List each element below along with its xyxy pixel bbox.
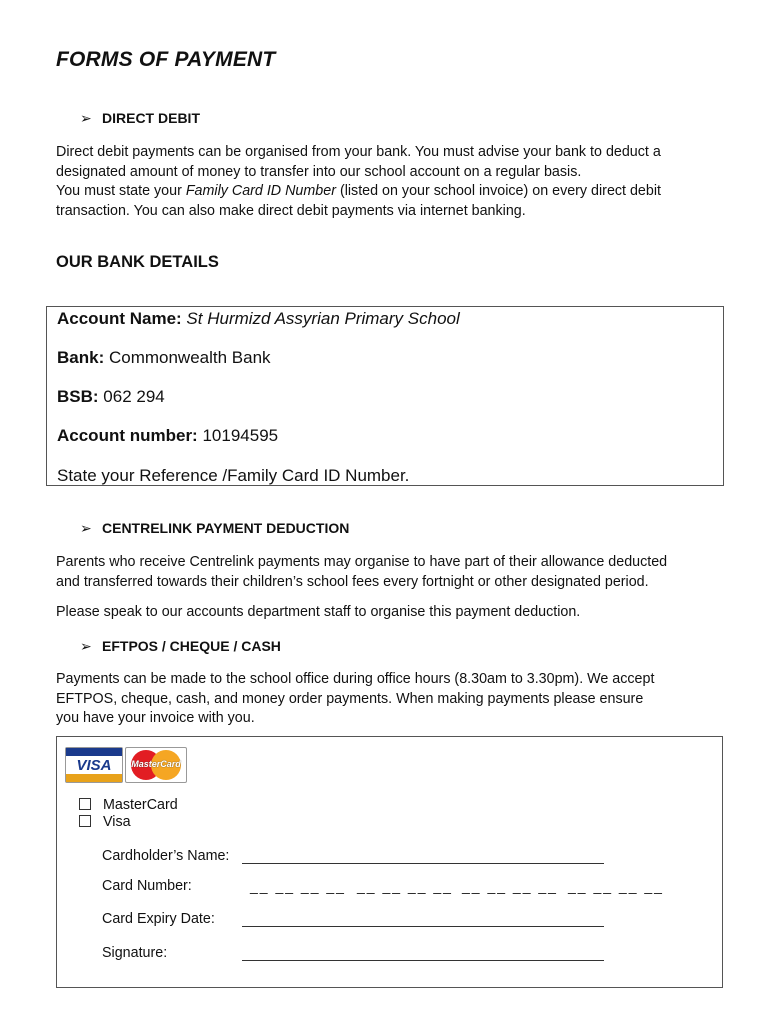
cardholder-name-label: Cardholder’s Name: [102,848,230,864]
account-number-label: Account number: [57,426,198,445]
option-mastercard-label: MasterCard [103,797,178,813]
mastercard-logo-text: MasterCard [131,759,181,769]
account-name-row [57,309,460,329]
option-visa-label: Visa [103,814,131,830]
direct-debit-line-1: Direct debit payments can be organised from your bank. You must advise your bank to deduct a [56,144,661,160]
option-mastercard[interactable] [79,797,178,813]
card-number-segment-3[interactable]: __ __ __ __ [462,878,558,894]
card-expiry-label: Card Expiry Date: [102,911,215,927]
bank-row [57,348,271,368]
card-number-segment-2[interactable]: __ __ __ __ [357,878,453,894]
bank-value: Commonwealth Bank [108,348,271,367]
cardholder-name-field[interactable] [242,863,604,864]
eftpos-heading [80,638,281,655]
page-title: FORMS OF PAYMENT [56,48,276,71]
direct-debit-line-2: designated amount of money to transfer into our school account on a regular basis. [56,163,582,180]
bank-details-box [46,306,724,486]
direct-debit-heading-text: DIRECT DEBIT [102,110,200,126]
centrelink-note: Please speak to our accounts department staff to organise this payment deduction. [56,604,581,620]
eftpos-line-3: you have your invoice with you. [56,710,255,726]
option-visa[interactable] [79,814,131,830]
visa-logo [65,747,123,783]
centrelink-paragraph [56,553,736,592]
direct-debit-heading [80,110,200,127]
arrow-bullet-icon: ➢ [80,638,92,654]
account-number-value: 10194595 [202,426,279,445]
centrelink-heading-text: CENTRELINK PAYMENT DEDUCTION [102,520,350,536]
eftpos-paragraph [56,670,736,729]
visa-logo-text: VISA [76,757,112,774]
signature-label: Signature: [102,945,168,961]
bank-details-heading: OUR BANK DETAILS [56,253,219,271]
card-expiry-field[interactable] [242,926,604,927]
direct-debit-paragraph [56,143,736,221]
direct-debit-line-3 [56,182,736,202]
mastercard-logo [125,747,187,783]
bsb-row [57,387,165,407]
arrow-bullet-icon: ➢ [80,110,92,126]
card-number-label: Card Number: [102,878,192,894]
eftpos-line-1: Payments can be made to the school office during office hours (8.30am to 3.30pm). We accept [56,671,655,687]
reference-note: State your Reference /Family Card ID Number. [57,466,410,485]
eftpos-line-2: EFTPOS, cheque, cash, and money order payments. When making payments please ensure [56,690,644,707]
direct-debit-line-3-post: (listed on your school invoice) on every direct debit [335,183,661,199]
bsb-value: 062 294 [103,387,165,406]
mastercard-checkbox[interactable] [79,798,91,810]
centrelink-line-2: and transferred towards their children’s school fees every fortnight or other designated period. [56,573,649,590]
centrelink-heading [80,520,349,537]
arrow-bullet-icon: ➢ [80,520,92,536]
account-name-value: St Hurmizd Assyrian Primary School [186,309,460,328]
family-card-id-emphasis: Family Card ID Number [185,183,336,199]
signature-field[interactable] [242,960,604,961]
direct-debit-line-3-pre: You must state your [56,183,186,199]
eftpos-heading-text: EFTPOS / CHEQUE / CASH [102,638,281,654]
direct-debit-line-4: transaction. You can also make direct debit payments via internet banking. [56,202,526,219]
bank-label: Bank: [57,348,105,367]
card-number-segment-4[interactable]: __ __ __ __ [568,878,664,894]
bsb-label: BSB: [57,387,99,406]
card-payment-form [56,736,723,988]
card-number-segment-1[interactable]: __ __ __ __ [250,878,346,894]
centrelink-line-1: Parents who receive Centrelink payments may organise to have part of their allowance deducted [56,554,668,570]
account-number-row [57,426,278,446]
visa-checkbox[interactable] [79,815,91,827]
account-name-label: Account Name: [57,309,182,328]
